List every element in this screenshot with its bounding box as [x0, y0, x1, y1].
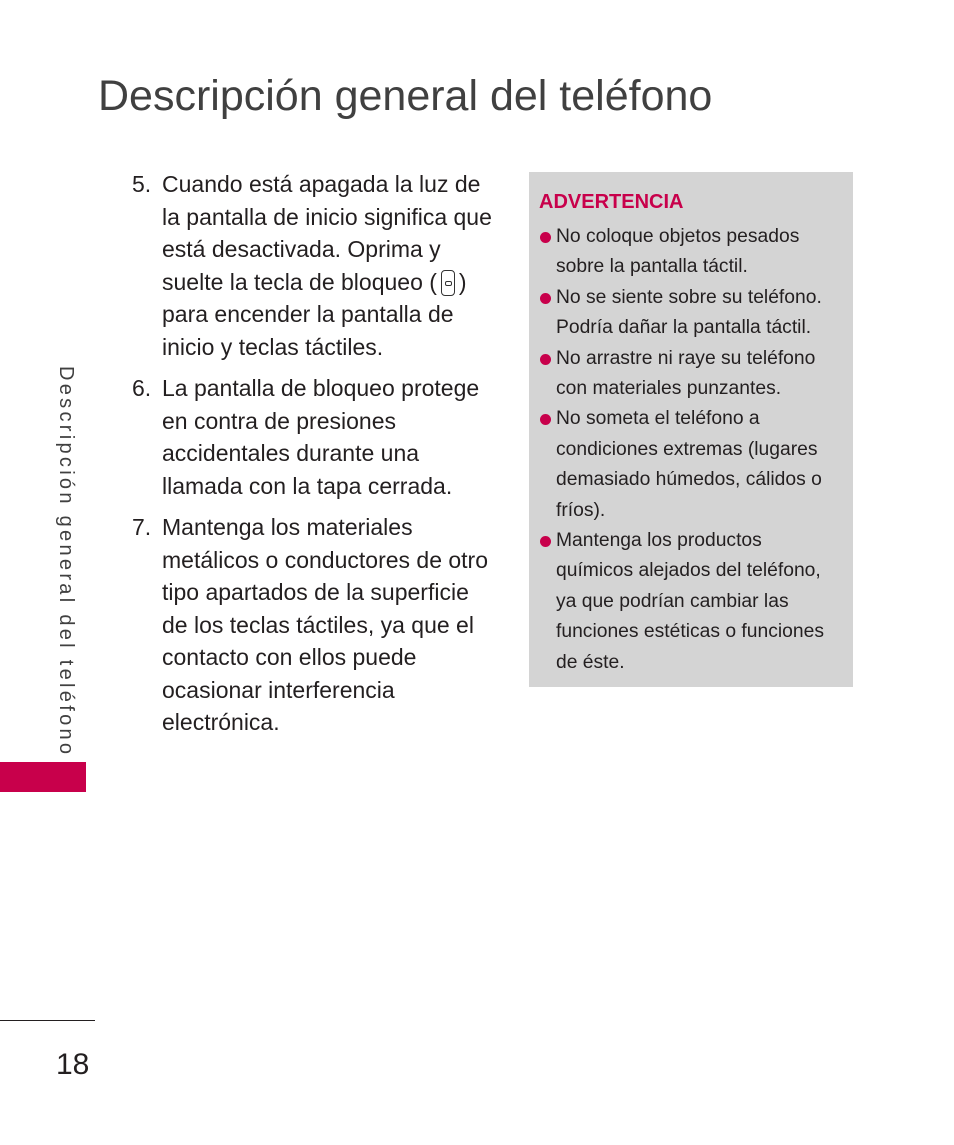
warning-list: [539, 222, 841, 678]
bullet-icon: [540, 293, 551, 304]
warning-text: No arrastre ni raye su teléfono con materiales punzantes.: [556, 347, 816, 400]
step-number: 5.: [132, 171, 152, 197]
bullet-icon: [540, 232, 551, 243]
step-text: ) para encender la pantalla de inicio y teclas táctiles.: [162, 268, 467, 360]
warning-heading: ADVERTENCIA: [539, 191, 684, 213]
warning-text: Mantenga los productos químicos alejados del teléfono, ya que podrían cambiar las funciones estéticas o funciones de éste.: [556, 530, 824, 673]
step-text: Cuando está apagada la luz de la pantalla de inicio significa que está desactivada. Oprima y suelte la tecla de bloqueo (: [162, 171, 492, 295]
warning-item: [539, 283, 841, 344]
bullet-icon: [540, 536, 551, 547]
page-title: Descripción general del teléfono: [98, 72, 713, 120]
instruction-steps: [132, 168, 492, 748]
section-tab-marker: [0, 762, 86, 792]
step-5: [132, 168, 492, 363]
bullet-icon: [540, 414, 551, 425]
warning-text: No coloque objetos pesados sobre la pantalla táctil.: [556, 226, 800, 278]
warning-item: [539, 344, 841, 405]
step-number: 7.: [132, 514, 152, 540]
warning-text: No someta el teléfono a condiciones extremas (lugares demasiado húmedos, cálidos o fríos).: [556, 408, 822, 521]
warning-item: [539, 526, 841, 678]
page-number: 18: [56, 1048, 90, 1081]
side-section-label: Descripción general del teléfono: [55, 366, 77, 758]
warning-text: No se siente sobre su teléfono. Podría dañar la pantalla táctil.: [556, 286, 822, 339]
step-text: La pantalla de bloqueo protege en contra de presiones accidentales durante una llamada con la tapa cerrada.: [162, 375, 480, 499]
footer-divider: [0, 1020, 95, 1021]
step-number: 6.: [132, 375, 152, 401]
warning-item: [539, 404, 841, 526]
step-text: Mantenga los materiales metálicos o conductores de otro tipo apartados de la superficie de los teclas táctiles, ya que el contacto con ellos puede ocasionar interferencia electrónica.: [162, 514, 489, 735]
step-7: [132, 511, 492, 739]
bullet-icon: [540, 354, 551, 365]
warning-item: [539, 222, 841, 283]
lock-key-icon: [441, 270, 455, 296]
warning-box: [529, 172, 853, 687]
step-6: [132, 372, 492, 502]
